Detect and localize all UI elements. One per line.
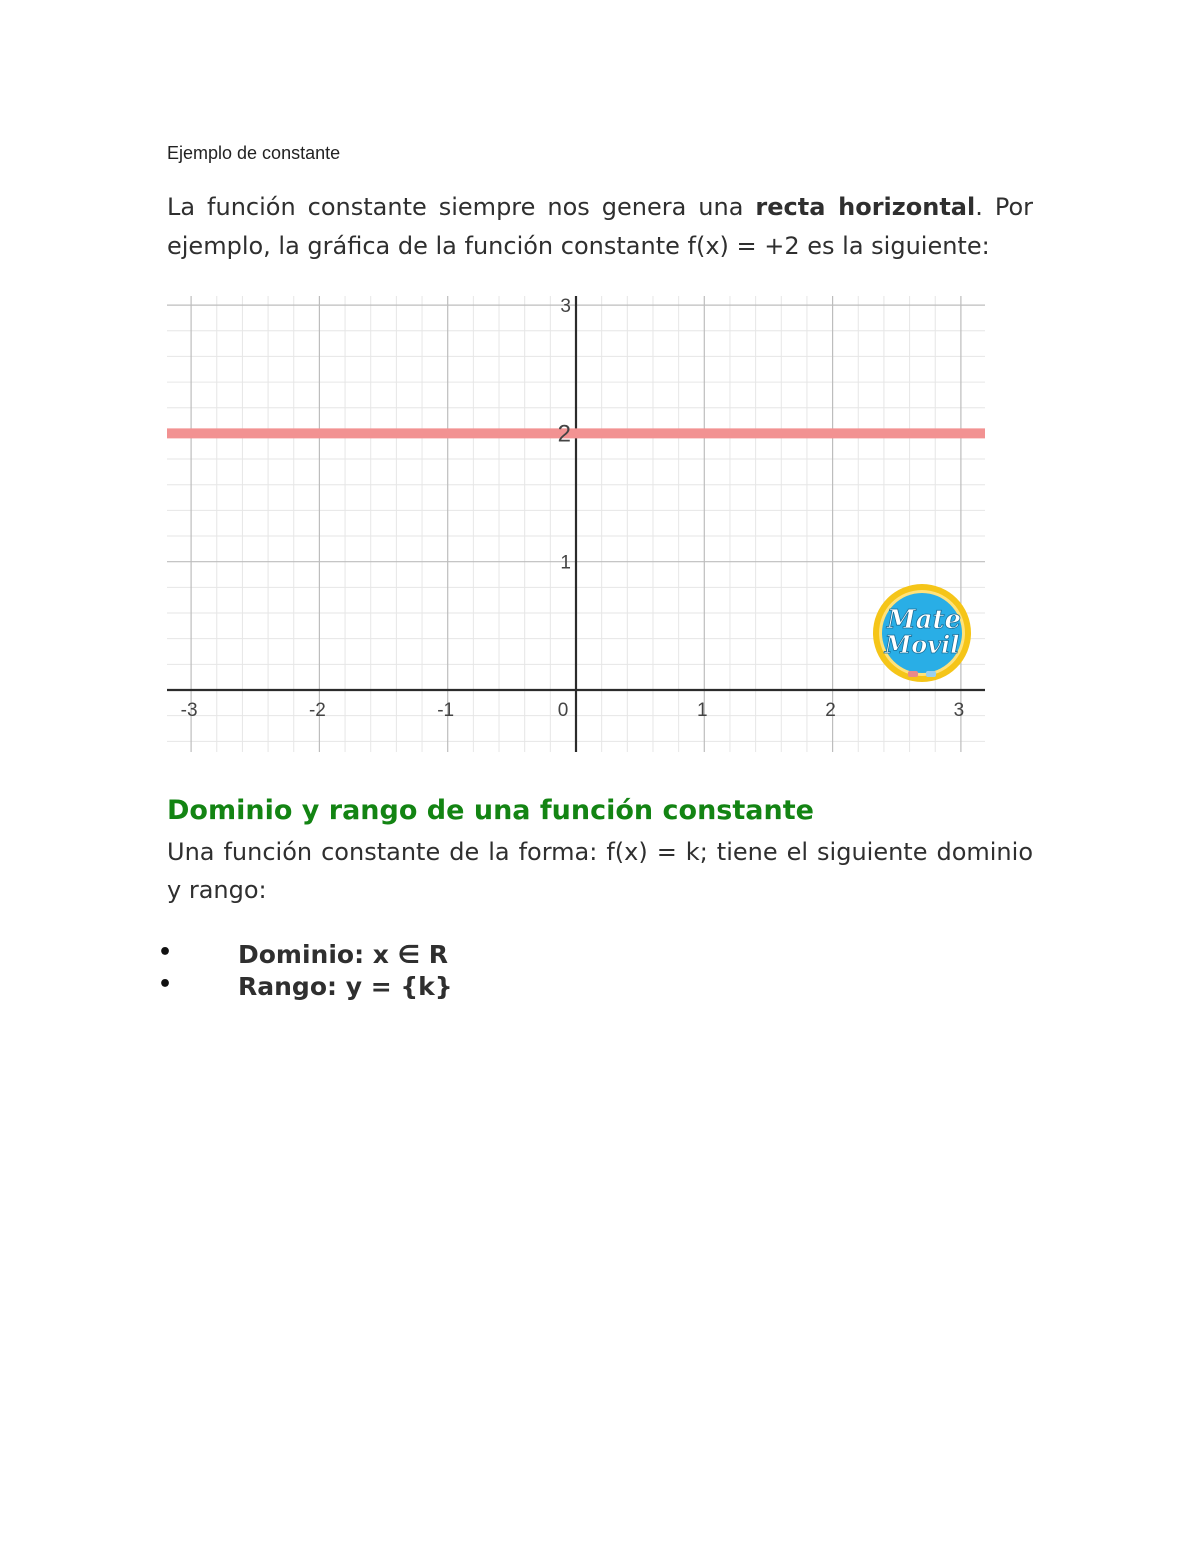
constant-function-graph bbox=[167, 296, 985, 752]
y-tick-label: 3 bbox=[560, 296, 571, 318]
x-tick-label: 2 bbox=[825, 700, 836, 721]
section-title: Dominio y rango de una función constante bbox=[167, 795, 814, 826]
x-tick-label: -3 bbox=[180, 700, 198, 721]
y-tick-label: 1 bbox=[560, 552, 571, 574]
x-tick-label: 1 bbox=[697, 700, 708, 721]
domain-text: Dominio: x ∈ R bbox=[238, 940, 448, 969]
x-tick-label: 0 bbox=[557, 700, 569, 721]
intro-bold-text: recta horizontal bbox=[755, 193, 976, 221]
logo-text-mate: Mate bbox=[886, 605, 962, 635]
intro-text-1: La función constante siempre nos genera una bbox=[167, 193, 756, 221]
y-tick-label: 2 bbox=[557, 420, 571, 448]
axes bbox=[167, 296, 985, 752]
bullet-marker: • bbox=[158, 940, 173, 965]
logo-text-movil: Movil bbox=[884, 630, 960, 659]
x-tick-label: -2 bbox=[308, 700, 326, 721]
page-heading: Ejemplo de constante bbox=[167, 143, 341, 163]
x-tick-label: -1 bbox=[437, 700, 455, 721]
intro-text-2: . Por ejemplo, la gráfica de la función constante f(x) = +2 es la siguiente: bbox=[167, 193, 1033, 260]
mate-movil-logo bbox=[873, 584, 971, 682]
x-tick-label: 3 bbox=[953, 700, 965, 721]
intro-paragraph bbox=[167, 188, 1033, 265]
tick-labels bbox=[181, 296, 965, 721]
description-paragraph: Una función constante de la forma: f(x) = k; tiene el siguiente dominio y rango: bbox=[167, 838, 1033, 904]
range-text: Rango: y = {k} bbox=[238, 972, 453, 1001]
bullet-marker: • bbox=[158, 972, 173, 997]
